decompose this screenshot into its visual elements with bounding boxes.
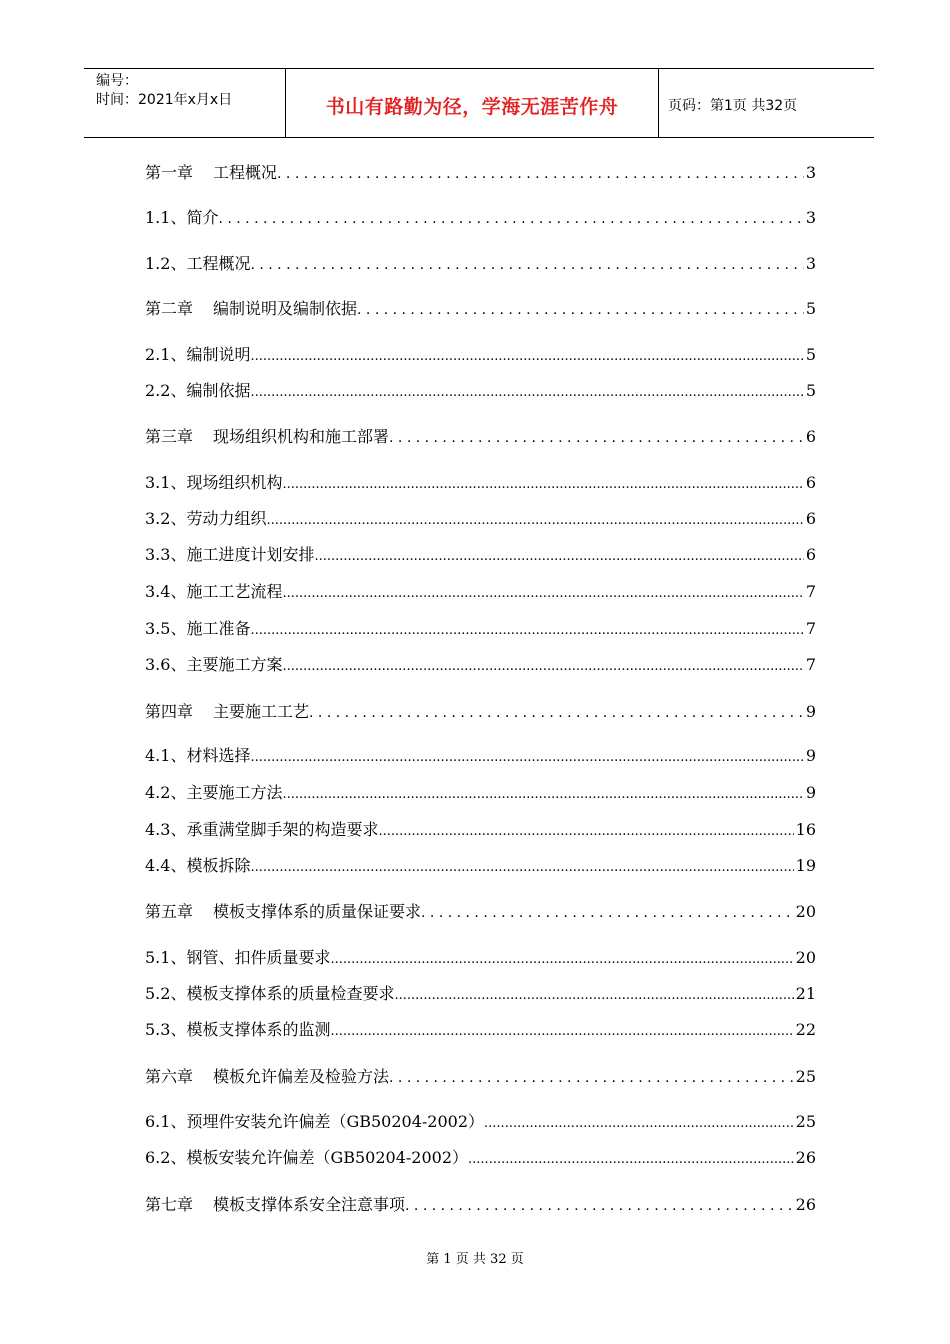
toc-entry-page: 26: [795, 1148, 816, 1167]
toc-leader-dots: [266, 509, 803, 529]
toc-entry-number: 3.1、: [145, 473, 187, 492]
toc-entry-title: [145, 856, 250, 876]
toc-leader-dots: [309, 702, 804, 722]
toc-leader-dots: [389, 427, 804, 447]
toc-entry-text: 承重满堂脚手架的构造要求: [186, 820, 379, 839]
toc-entry-number: 3.5、: [145, 619, 187, 638]
toc-leader-dots: [314, 545, 803, 565]
toc-entry-title: [145, 702, 309, 722]
toc-entry[interactable]: [145, 781, 816, 803]
toc-entry-page: 6: [805, 545, 816, 564]
toc-entry-text: 现场组织机构: [186, 473, 283, 492]
toc-entry-title: [145, 1195, 405, 1215]
toc-entry[interactable]: [145, 161, 816, 183]
toc-entry[interactable]: [145, 617, 816, 639]
toc-entry[interactable]: [145, 297, 816, 319]
toc-entry[interactable]: [145, 653, 816, 675]
toc-entry-title: [145, 545, 314, 565]
toc-entry-title: [145, 345, 250, 365]
toc-entry-page: 7: [805, 582, 816, 601]
toc-entry-title: [145, 746, 250, 766]
toc-entry-number: 6.1、: [145, 1112, 187, 1131]
toc-entry-text: 材料选择: [186, 746, 251, 765]
toc-entry-title: [145, 655, 282, 675]
toc-entry-number: 5.1、: [145, 948, 187, 967]
toc-entry[interactable]: [145, 1146, 816, 1168]
toc-entry-number: 4.3、: [145, 820, 187, 839]
toc-leader-dots: [357, 299, 804, 319]
toc-entry-text: 现场组织机构和施工部署: [213, 427, 390, 446]
toc-leader-dots: [389, 1067, 794, 1087]
toc-entry-title: [145, 163, 277, 183]
toc-entry-number: 3.3、: [145, 545, 187, 564]
toc-leader-dots: [282, 473, 803, 493]
toc-entry-title: [145, 381, 250, 401]
toc-entry[interactable]: [145, 900, 816, 922]
toc-entry[interactable]: [145, 700, 816, 722]
toc-entry-number: 第七章: [145, 1195, 194, 1214]
toc-leader-dots: [250, 345, 803, 365]
toc-entry-title: [145, 902, 421, 922]
toc-leader-dots: [250, 381, 803, 401]
toc-entry-number: 第一章: [145, 163, 194, 182]
toc-entry-page: 22: [795, 1020, 816, 1039]
toc-entry-title: [145, 948, 330, 968]
toc-entry-title: [145, 1020, 330, 1040]
toc-entry[interactable]: [145, 206, 816, 228]
toc-entry-text: 编制说明: [186, 345, 251, 364]
toc-entry-number: 3.6、: [145, 655, 187, 674]
toc-entry-text: 模板拆除: [186, 856, 251, 875]
toc-entry-text: 钢管、扣件质量要求: [186, 948, 331, 967]
time-label: 时间：2021年x月x日: [96, 92, 233, 108]
toc-entry[interactable]: [145, 580, 816, 602]
toc-entry-title: [145, 582, 282, 602]
toc-entry[interactable]: [145, 543, 816, 565]
toc-entry-number: 4.4、: [145, 856, 187, 875]
toc-entry[interactable]: [145, 1018, 816, 1040]
toc-entry-text: 施工工艺流程: [186, 582, 283, 601]
toc-entry-page: 3: [805, 208, 816, 227]
toc-entry-text: 模板安装允许偏差（GB50204-2002）: [186, 1148, 469, 1167]
toc-entry[interactable]: [145, 471, 816, 493]
toc-entry-text: 工程概况: [186, 254, 251, 273]
toc-entry-page: 19: [795, 856, 816, 875]
toc-entry-text: 模板允许偏差及检验方法: [213, 1067, 390, 1086]
toc-entry-text: 编制依据: [186, 381, 251, 400]
toc-entry[interactable]: [145, 946, 816, 968]
toc-entry-page: 20: [795, 902, 816, 921]
toc-leader-dots: [218, 208, 803, 228]
toc-entry-page: 9: [805, 783, 816, 802]
toc-entry-text: 劳动力组织: [186, 509, 267, 528]
toc-entry-title: [145, 1148, 468, 1168]
toc-entry-text: 模板支撑体系安全注意事项: [213, 1195, 406, 1214]
toc-entry-number: 3.4、: [145, 582, 187, 601]
toc-entry-page: 6: [805, 427, 816, 446]
toc-entry-page: 6: [805, 473, 816, 492]
toc-entry-text: 简介: [186, 208, 219, 227]
page-header: [84, 68, 874, 138]
toc-entry[interactable]: [145, 1110, 816, 1132]
toc-entry-number: 2.1、: [145, 345, 187, 364]
toc-entry-text: 施工准备: [186, 619, 251, 638]
toc-leader-dots: [250, 254, 803, 274]
toc-entry-page: 5: [805, 299, 816, 318]
toc-entry-title: [145, 299, 357, 319]
toc-entry-text: 主要施工方法: [186, 783, 283, 802]
toc-entry[interactable]: [145, 1065, 816, 1087]
toc-entry[interactable]: [145, 818, 816, 840]
toc-entry-title: [145, 783, 282, 803]
toc-leader-dots: [282, 783, 803, 803]
toc-leader-dots: [330, 948, 793, 968]
toc-entry-title: [145, 427, 389, 447]
toc-entry-page: 5: [805, 345, 816, 364]
toc-entry-number: 6.2、: [145, 1148, 187, 1167]
toc-entry-page: 9: [805, 702, 816, 721]
toc-entry[interactable]: [145, 379, 816, 401]
toc-entry-title: [145, 509, 266, 529]
toc-entry-page: 25: [795, 1112, 816, 1131]
toc-entry-title: [145, 619, 250, 639]
code-label: 编号：: [96, 73, 138, 89]
toc-entry-number: 第五章: [145, 902, 194, 921]
toc-entry-title: [145, 208, 218, 228]
toc-entry-title: [145, 254, 250, 274]
toc-entry-page: 21: [795, 984, 816, 1003]
toc-entry[interactable]: [145, 425, 816, 447]
toc-entry-page: 6: [805, 509, 816, 528]
toc-leader-dots: [250, 856, 793, 876]
toc-entry-number: 2.2、: [145, 381, 187, 400]
toc-entry-page: 25: [795, 1067, 816, 1086]
toc-entry-page: 20: [795, 948, 816, 967]
toc-entry-text: 模板支撑体系的质量保证要求: [213, 902, 422, 921]
toc-leader-dots: [484, 1112, 794, 1132]
toc-entry[interactable]: [145, 982, 816, 1004]
toc-entry[interactable]: [145, 507, 816, 529]
toc-leader-dots: [405, 1195, 794, 1215]
toc-entry-number: 第四章: [145, 702, 194, 721]
toc-leader-dots: [394, 984, 793, 1004]
toc-entry-text: 模板支撑体系的质量检查要求: [186, 984, 395, 1003]
toc-entry-text: 施工进度计划安排: [186, 545, 315, 564]
toc-entry-text: 模板支撑体系的监测: [186, 1020, 331, 1039]
toc-entry-text: 工程概况: [213, 163, 278, 182]
toc-entry-number: 第二章: [145, 299, 194, 318]
toc-entry[interactable]: [145, 1193, 816, 1215]
toc-entry-number: 5.3、: [145, 1020, 187, 1039]
header-motto: 书山有路勤为径，学海无涯苦作舟: [325, 96, 619, 118]
toc-entry-text: 主要施工方案: [186, 655, 283, 674]
toc-leader-dots: [330, 1020, 793, 1040]
toc-entry-text: 主要施工工艺: [213, 702, 310, 721]
toc-entry-text: 预埋件安装允许偏差（GB50204-2002）: [186, 1112, 485, 1131]
toc-leader-dots: [277, 163, 804, 183]
toc-entry-number: 1.2、: [145, 254, 187, 273]
toc-entry-page: 7: [805, 655, 816, 674]
header-divider: [658, 69, 659, 137]
toc-entry-number: 5.2、: [145, 984, 187, 1003]
toc-leader-dots: [421, 902, 794, 922]
toc-entry-number: 4.1、: [145, 746, 187, 765]
toc-leader-dots: [250, 746, 803, 766]
toc-entry[interactable]: [145, 252, 816, 274]
toc-leader-dots: [468, 1148, 794, 1168]
toc-entry-page: 3: [805, 254, 816, 273]
toc-entry-number: 4.2、: [145, 783, 187, 802]
toc-leader-dots: [250, 619, 803, 639]
toc-entry-number: 1.1、: [145, 208, 187, 227]
toc-entry-title: [145, 473, 282, 493]
toc-entry-page: 16: [795, 820, 816, 839]
toc-leader-dots: [282, 655, 803, 675]
toc-entry-page: 5: [805, 381, 816, 400]
toc-entry-page: 26: [795, 1195, 816, 1214]
toc-leader-dots: [378, 820, 793, 840]
toc-entry-number: 第六章: [145, 1067, 194, 1086]
toc-entry[interactable]: [145, 343, 816, 365]
header-page-info: 页码：第1页 共32页: [668, 98, 798, 114]
page-footer: 第 1 页 共 32 页: [426, 1252, 524, 1267]
toc-entry-title: [145, 984, 394, 1004]
toc-entry-text: 编制说明及编制依据: [213, 299, 358, 318]
toc-entry-page: 7: [805, 619, 816, 638]
toc-entry-title: [145, 820, 378, 840]
toc-entry-title: [145, 1067, 389, 1087]
toc-leader-dots: [282, 582, 803, 602]
toc-entry[interactable]: [145, 744, 816, 766]
header-meta: [96, 72, 284, 110]
toc-entry-page: 3: [805, 163, 816, 182]
toc-entry-page: 9: [805, 746, 816, 765]
toc-entry-number: 3.2、: [145, 509, 187, 528]
toc-entry-number: 第三章: [145, 427, 194, 446]
toc-entry-title: [145, 1112, 484, 1132]
toc-entry[interactable]: [145, 854, 816, 876]
